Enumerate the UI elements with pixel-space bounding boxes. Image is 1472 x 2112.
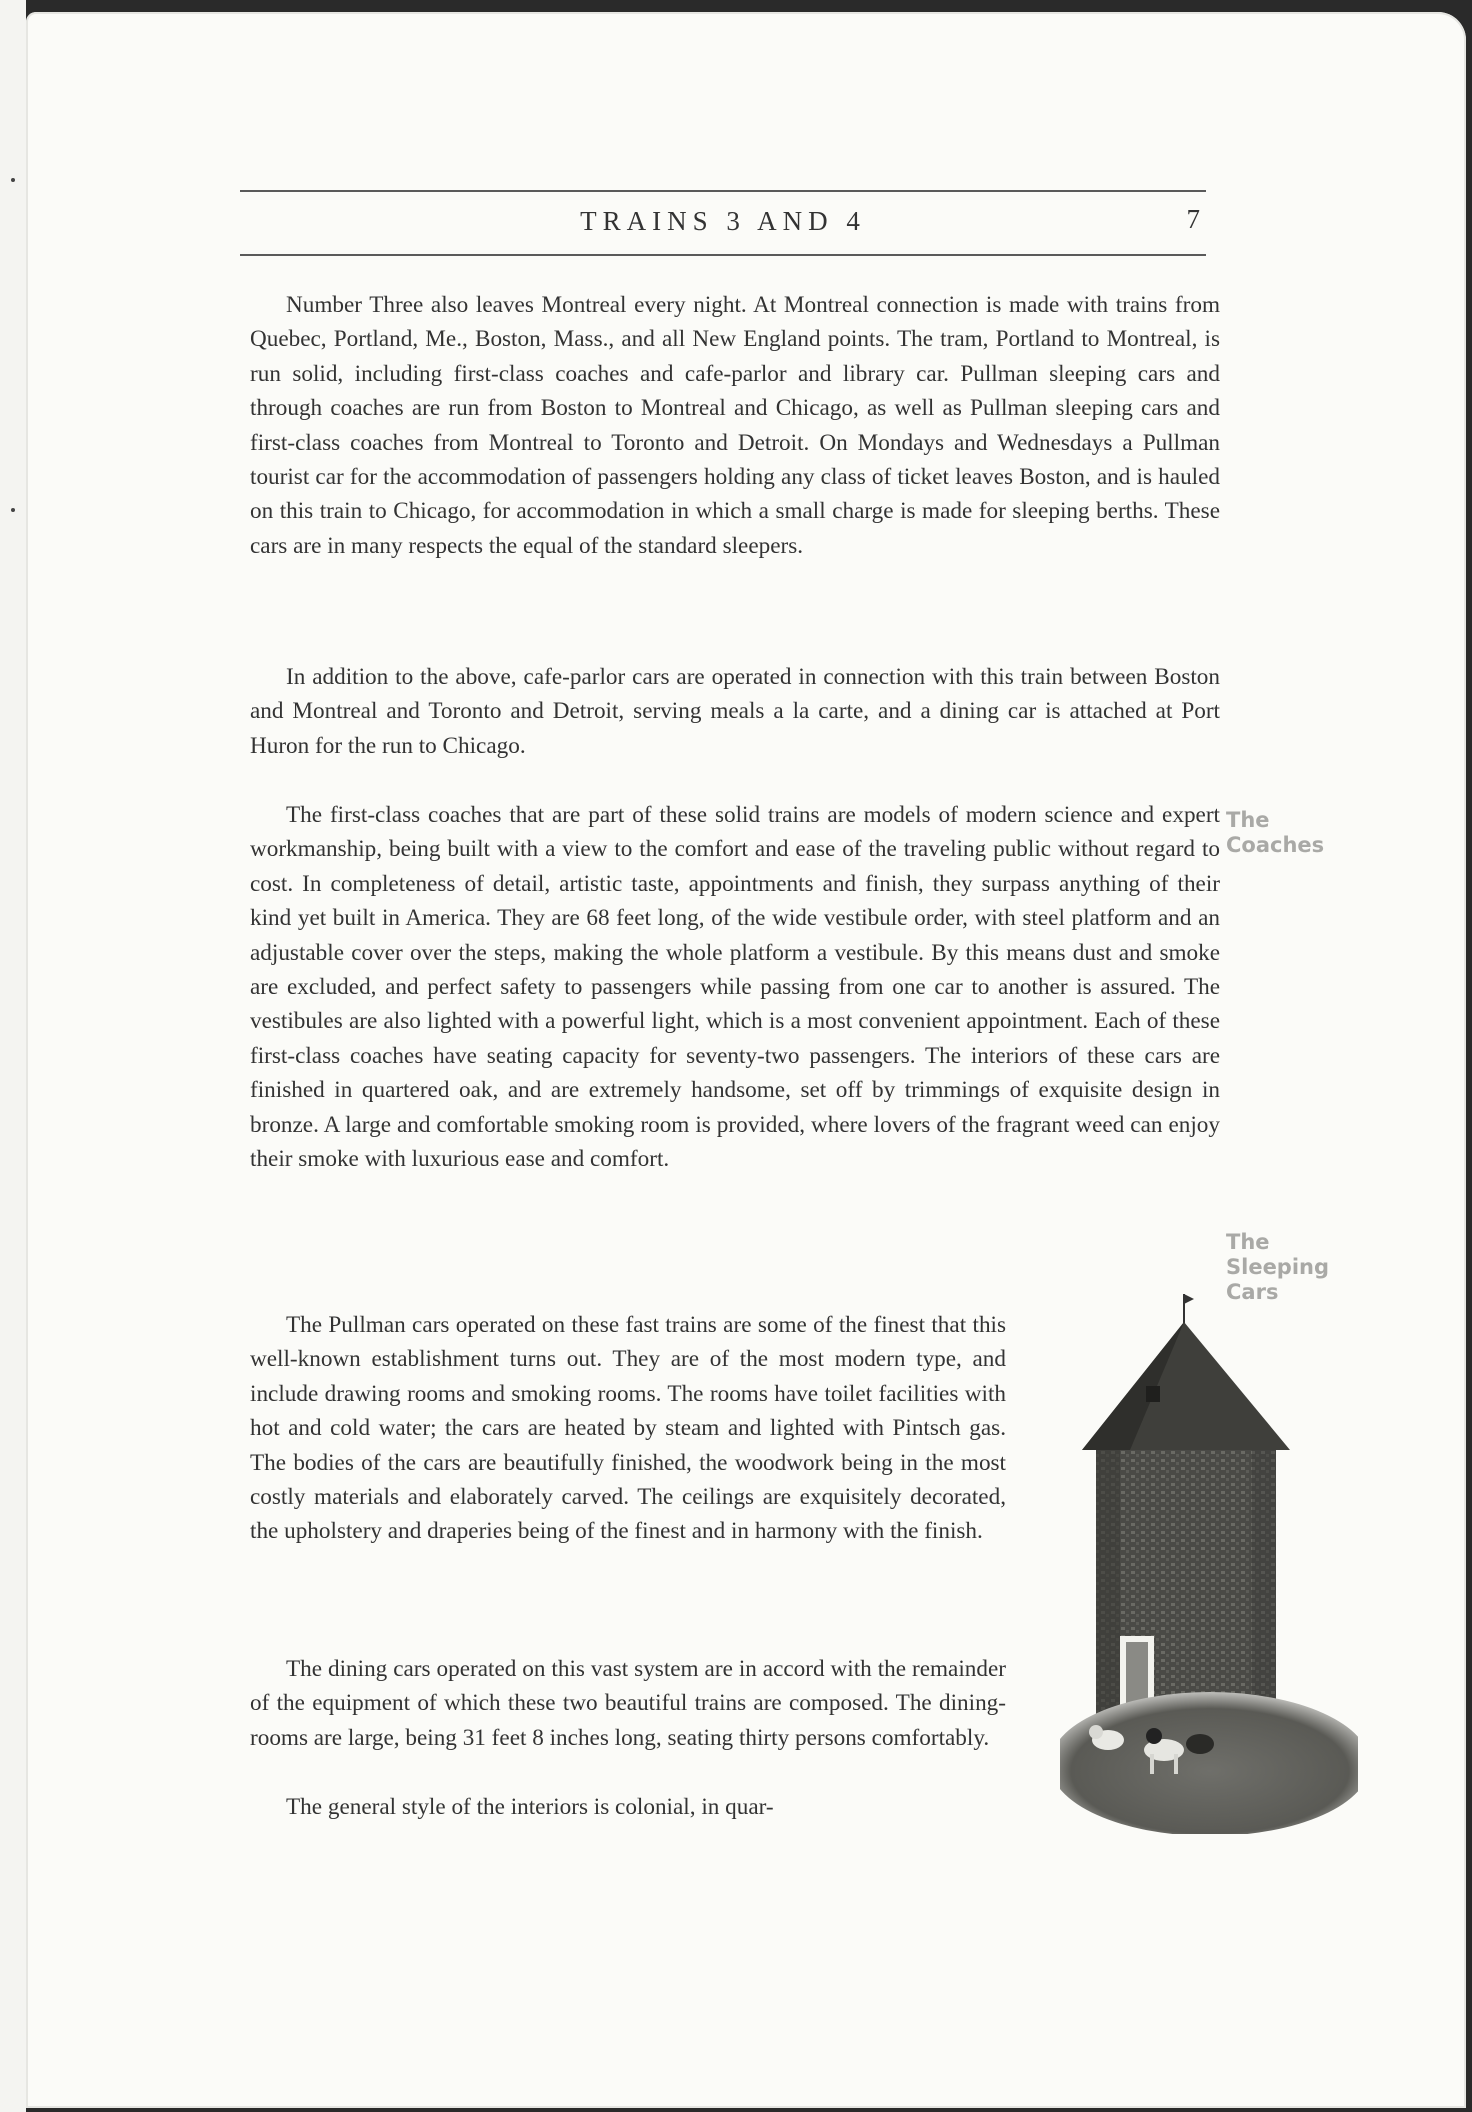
page-title: TRAINS 3 AND 4 xyxy=(580,206,866,236)
sidenote-line: The xyxy=(1226,1230,1270,1254)
sidenote-coaches xyxy=(1226,808,1324,858)
paragraph-dining: The dining cars operated on this vast system are in accord with the remainder of the equipment of which these two beautiful trains are composed. The dining-rooms are large, being 31 feet 8 inches long, seating thirty persons comfortably. xyxy=(250,1656,1006,1751)
sidenote-line: Cars xyxy=(1226,1280,1279,1304)
paragraph-interiors: The general style of the interiors is colonial, in quar- xyxy=(286,1794,774,1820)
sidenote-line: Sleeping xyxy=(1226,1255,1330,1279)
sidenote-line: The xyxy=(1226,808,1270,832)
paragraph-number-three: Number Three also leaves Montreal every night. At Montreal connection is made with trains from Quebec, Portland, Me., Boston, Mass., and all New England points. The tram, Portland to Montreal, is run solid, including first-class coaches and cafe-parlor and library car. Pullman sleeping cars and through coaches are run from Boston to Montreal and Chicago, as well as Pullman sleeping cars and first-class coaches from Montreal to Toronto and Detroit. On Mondays and Wednesdays a Pullman tourist car for the accommodation of passengers holding any class of ticket leaves Boston, and is hauled on this train to Chicago, for accommodation in which a small charge is made for sleeping berths. These cars are in many respects the equal of the standard sleepers. xyxy=(250,292,1220,559)
scan-mark xyxy=(11,178,15,182)
paragraph-coaches: The first-class coaches that are part of these solid trains are models of modern science and expert workmanship, being built with a view to the comfort and ease of the traveling public without regard to cost. In completeness of detail, artistic taste, appointments and finish, they surpass anything of their kind yet built in America. They are 68 feet long, of the wide vestibule order, with steel platform and an adjustable cover over the steps, making the whole platform a vestibule. By this means dust and smoke are excluded, and perfect safety to passengers while passing from one car to another is assured. The vestibules are also lighted with a powerful light, which is a most convenient appointment. Each of these first-class coaches have seating capacity for seventy-two passengers. The interiors of these cars are finished in quartered oak, and are extremely handsome, set off by trimmings of exquisite design in bronze. A large and comfortable smoking room is provided, where lovers of the fragrant weed can enjoy their smoke with luxurious ease and comfort. xyxy=(250,802,1220,1173)
sidenote-line: Coaches xyxy=(1226,833,1325,857)
scan-left-edge xyxy=(0,0,26,2112)
scan-mark xyxy=(11,508,15,512)
page-number: 7 xyxy=(1186,204,1200,234)
running-header xyxy=(240,190,1206,256)
paragraph-pullman: The Pullman cars operated on these fast trains are some of the finest that this well-known establishment turns out. They are of the most modern type, and include drawing rooms and smoking rooms. The rooms have toilet facilities with hot and cold water; the cars are heated by steam and lighted with Pintsch gas. The bodies of the cars are beautifully finished, the woodwork being in the most costly materials and elaborately carved. The ceilings are exquisitely decorated, the upholstery and draperies being of the finest and in harmony with the finish. xyxy=(250,1312,1006,1545)
stone-tower-illustration xyxy=(1060,1274,1358,1834)
document-page xyxy=(26,12,1466,2108)
paragraph-cafe-parlor: In addition to the above, cafe-parlor cars are operated in connection with this train between Boston and Montreal and Toronto and Detroit, serving meals a la carte, and a dining car is attached at Port Huron for the run to Chicago. xyxy=(250,664,1220,759)
